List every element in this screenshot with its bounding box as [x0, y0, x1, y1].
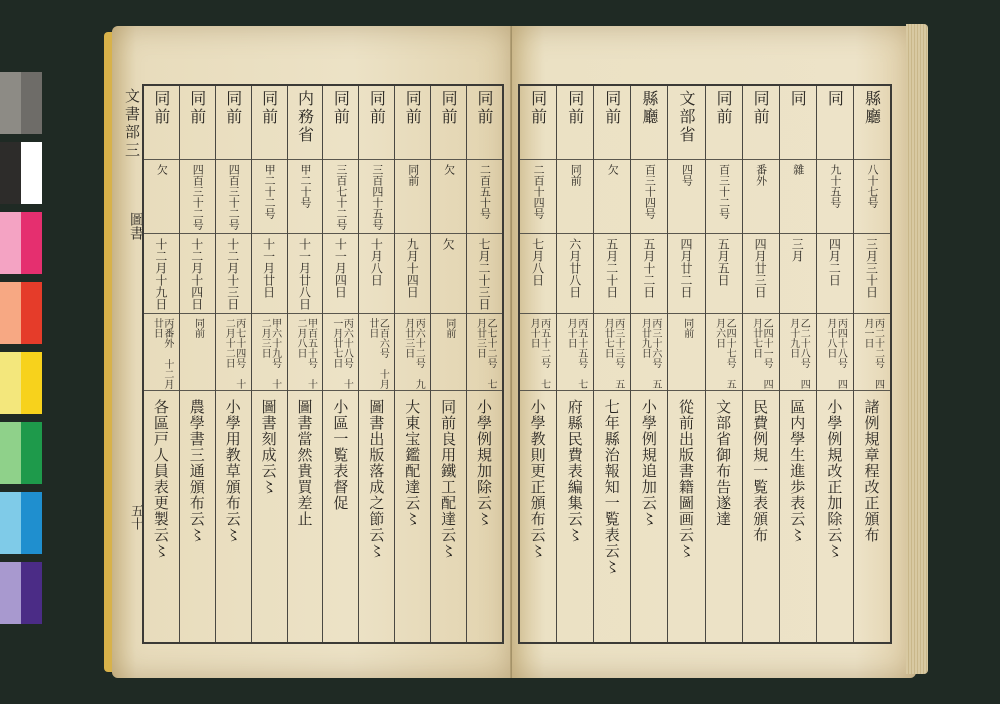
color-swatch [0, 282, 21, 344]
color-swatch [21, 562, 42, 624]
right-page [512, 26, 916, 678]
color-swatch [0, 562, 21, 624]
receipt-cell: 乙七十二号 七月廿三日 [467, 314, 502, 391]
ledger-column [144, 86, 179, 642]
document-number-cell: 四百三十二号 [216, 160, 251, 234]
subject-cell: 民費例規一覧表頒布 [751, 399, 770, 543]
issue-date-cell: 十一月廿日 [252, 234, 287, 314]
ledger-column [667, 86, 704, 642]
issue-date-cell: 十月八日 [359, 234, 394, 314]
document-number-cell: 甲二十二号 [252, 160, 287, 234]
ledger-column [287, 86, 323, 642]
receipt-cell: 甲百五十号 十二月八日 [288, 314, 323, 391]
issue-date-cell: 十一月廿八日 [288, 234, 323, 314]
folio-page-number: 五十 [128, 504, 143, 530]
color-swatch [21, 422, 42, 484]
color-swatch [21, 72, 42, 134]
color-swatch [0, 492, 21, 554]
receipt-cell: 乙四十一号 四月廿七日 [743, 314, 779, 391]
issuer-cell: 同前 [359, 86, 394, 160]
issue-date-cell: 五月十二日 [631, 234, 667, 314]
color-swatch [0, 422, 21, 484]
document-number-cell: 三百四十五号 [359, 160, 394, 234]
subject-cell: 圖書出版落成之節云〻 [367, 399, 386, 559]
document-number-cell: 雜 [780, 160, 816, 234]
receipt-cell: 丙二十二号 四月一日 [854, 314, 890, 391]
subject-cell: 小學用教草頒布云〻 [223, 399, 242, 543]
document-number-cell: 同前 [395, 160, 430, 234]
document-number-cell: 甲二十号 [288, 160, 323, 234]
receipt-cell: 丙五十二号 七月十日 [520, 314, 556, 391]
issue-date-cell: 四月廿三日 [743, 234, 779, 314]
subject-cell: 從前出版書籍圖画云〻 [676, 399, 695, 559]
issuer-cell: 同前 [467, 86, 502, 160]
color-swatch [21, 352, 42, 414]
ledger-column [251, 86, 287, 642]
issue-date-cell: 四月二日 [817, 234, 853, 314]
issuer-cell: 同前 [557, 86, 593, 160]
ledger-column [816, 86, 853, 642]
ledger-column [742, 86, 779, 642]
receipt-cell: 丙六十二号 九月廿三日 [395, 314, 430, 391]
color-calibration-strip [0, 72, 42, 634]
document-number-cell: 百三十四号 [631, 160, 667, 234]
subject-cell: 小學例規改正加除云〻 [825, 399, 844, 559]
color-swatch [0, 72, 21, 134]
ledger-column [705, 86, 742, 642]
subject-cell: 農學書三通頒布云〻 [187, 399, 206, 543]
receipt-cell: 丙番外 十二月廿日 [144, 314, 179, 391]
ledger-column [394, 86, 430, 642]
issuer-cell: 文部省 [668, 86, 704, 160]
issuer-cell: 同前 [180, 86, 215, 160]
document-number-cell: 百三十二号 [706, 160, 742, 234]
right-ledger-table [518, 84, 892, 644]
issue-date-cell: 三月三十日 [854, 234, 890, 314]
receipt-cell: 丙七十四号 十二月十二日 [216, 314, 251, 391]
issue-date-cell: 五月二十日 [594, 234, 630, 314]
receipt-cell: 同前 [668, 314, 704, 391]
ledger-column [466, 86, 502, 642]
page-stack-edge [906, 24, 928, 674]
issuer-cell: 同前 [743, 86, 779, 160]
receipt-cell: 甲六十九号 十二月三日 [252, 314, 287, 391]
folio-category: 圖書 [128, 212, 144, 240]
issue-date-cell: 十二月十三日 [216, 234, 251, 314]
issue-date-cell: 九月十四日 [395, 234, 430, 314]
receipt-cell: 乙百六号 十月廿日 [359, 314, 394, 391]
issue-date-cell: 七月八日 [520, 234, 556, 314]
receipt-cell: 乙四十七号 五月六日 [706, 314, 742, 391]
issuer-cell: 同 [817, 86, 853, 160]
color-swatch [21, 492, 42, 554]
document-number-cell: 九十五号 [817, 160, 853, 234]
subject-cell: 大東宝鑑配達云〻 [403, 399, 422, 527]
issue-date-cell: 欠 [431, 234, 466, 314]
ledger-column [779, 86, 816, 642]
issue-date-cell: 十二月十四日 [180, 234, 215, 314]
issue-date-cell: 十二月十九日 [144, 234, 179, 314]
issuer-cell: 同前 [431, 86, 466, 160]
issue-date-cell: 六月廿八日 [557, 234, 593, 314]
subject-cell: 圖書刻成云〻 [259, 399, 278, 495]
color-swatch [0, 352, 21, 414]
subject-cell: 文部省御布告遂達 [714, 399, 733, 527]
folio-section [122, 88, 143, 160]
subject-cell: 諸例規章程改正頒布 [862, 399, 881, 543]
receipt-cell: 丙六十八号 十一月廿七日 [323, 314, 358, 391]
issue-date-cell: 七月二十三日 [467, 234, 502, 314]
subject-cell: 小學例規加除云〻 [475, 399, 494, 527]
issuer-cell: 同 [780, 86, 816, 160]
subject-cell: 府縣民費表編集云〻 [565, 399, 584, 543]
subject-cell: 小學教則更正頒布云〻 [528, 399, 547, 559]
document-number-cell: 欠 [431, 160, 466, 234]
issuer-cell: 同前 [706, 86, 742, 160]
subject-cell: 各區戸人員表更製云〻 [151, 399, 170, 559]
open-book [102, 18, 928, 684]
color-swatch [21, 142, 42, 204]
receipt-cell: 丙三十六号 五月廿九日 [631, 314, 667, 391]
subject-cell: 小區一覧表督促 [331, 399, 350, 511]
receipt-cell: 丙三十三号 五月廿七日 [594, 314, 630, 391]
issue-date-cell: 三月 [780, 234, 816, 314]
document-number-cell: 同前 [557, 160, 593, 234]
document-number-cell: 三百七十二号 [323, 160, 358, 234]
subject-cell: 小學例規追加云〻 [639, 399, 658, 527]
ledger-column [853, 86, 890, 642]
ledger-column [520, 86, 556, 642]
issuer-cell: 縣廳 [631, 86, 667, 160]
issuer-cell: 同前 [594, 86, 630, 160]
subject-cell: 區内學生進歩表云〻 [788, 399, 807, 543]
ledger-column [322, 86, 358, 642]
subject-cell: 圖書當然貴買差止 [295, 399, 314, 527]
ledger-column [179, 86, 215, 642]
left-page [112, 26, 512, 678]
receipt-cell: 同前 [180, 314, 215, 391]
issuer-cell: 同前 [144, 86, 179, 160]
receipt-cell: 同前 [431, 314, 466, 391]
document-number-cell: 二百十四号 [520, 160, 556, 234]
issuer-cell: 同前 [252, 86, 287, 160]
issuer-cell: 同前 [395, 86, 430, 160]
issuer-cell: 縣廳 [854, 86, 890, 160]
receipt-cell: 丙四十八号 四月十八日 [817, 314, 853, 391]
document-number-cell: 四百三十二号 [180, 160, 215, 234]
issue-date-cell: 五月五日 [706, 234, 742, 314]
color-swatch [0, 142, 21, 204]
ledger-column [630, 86, 667, 642]
folio-section-label: 文書部 [123, 88, 141, 142]
document-number-cell: 欠 [594, 160, 630, 234]
color-swatch [0, 212, 21, 274]
folio-section-number: 三 [123, 142, 141, 160]
document-number-cell: 番外 [743, 160, 779, 234]
subject-cell: 七年縣治報知一覧表云〻 [602, 399, 621, 575]
receipt-cell: 乙二十八号 四月十九日 [780, 314, 816, 391]
issuer-cell: 同前 [520, 86, 556, 160]
document-number-cell: 四号 [668, 160, 704, 234]
ledger-column [358, 86, 394, 642]
color-swatch [21, 282, 42, 344]
document-number-cell: 八十七号 [854, 160, 890, 234]
left-ledger-table [142, 84, 504, 644]
issue-date-cell: 四月廿二日 [668, 234, 704, 314]
ledger-column [430, 86, 466, 642]
issuer-cell: 同前 [323, 86, 358, 160]
issue-date-cell: 十一月四日 [323, 234, 358, 314]
color-swatch [21, 212, 42, 274]
document-number-cell: 欠 [144, 160, 179, 234]
ledger-column [593, 86, 630, 642]
issuer-cell: 同前 [216, 86, 251, 160]
issuer-cell: 内務省 [288, 86, 323, 160]
receipt-cell: 丙五十五号 七月十日 [557, 314, 593, 391]
subject-cell: 同前良用鐵工配達云〻 [439, 399, 458, 559]
document-number-cell: 二百五十号 [467, 160, 502, 234]
ledger-column [556, 86, 593, 642]
ledger-column [215, 86, 251, 642]
